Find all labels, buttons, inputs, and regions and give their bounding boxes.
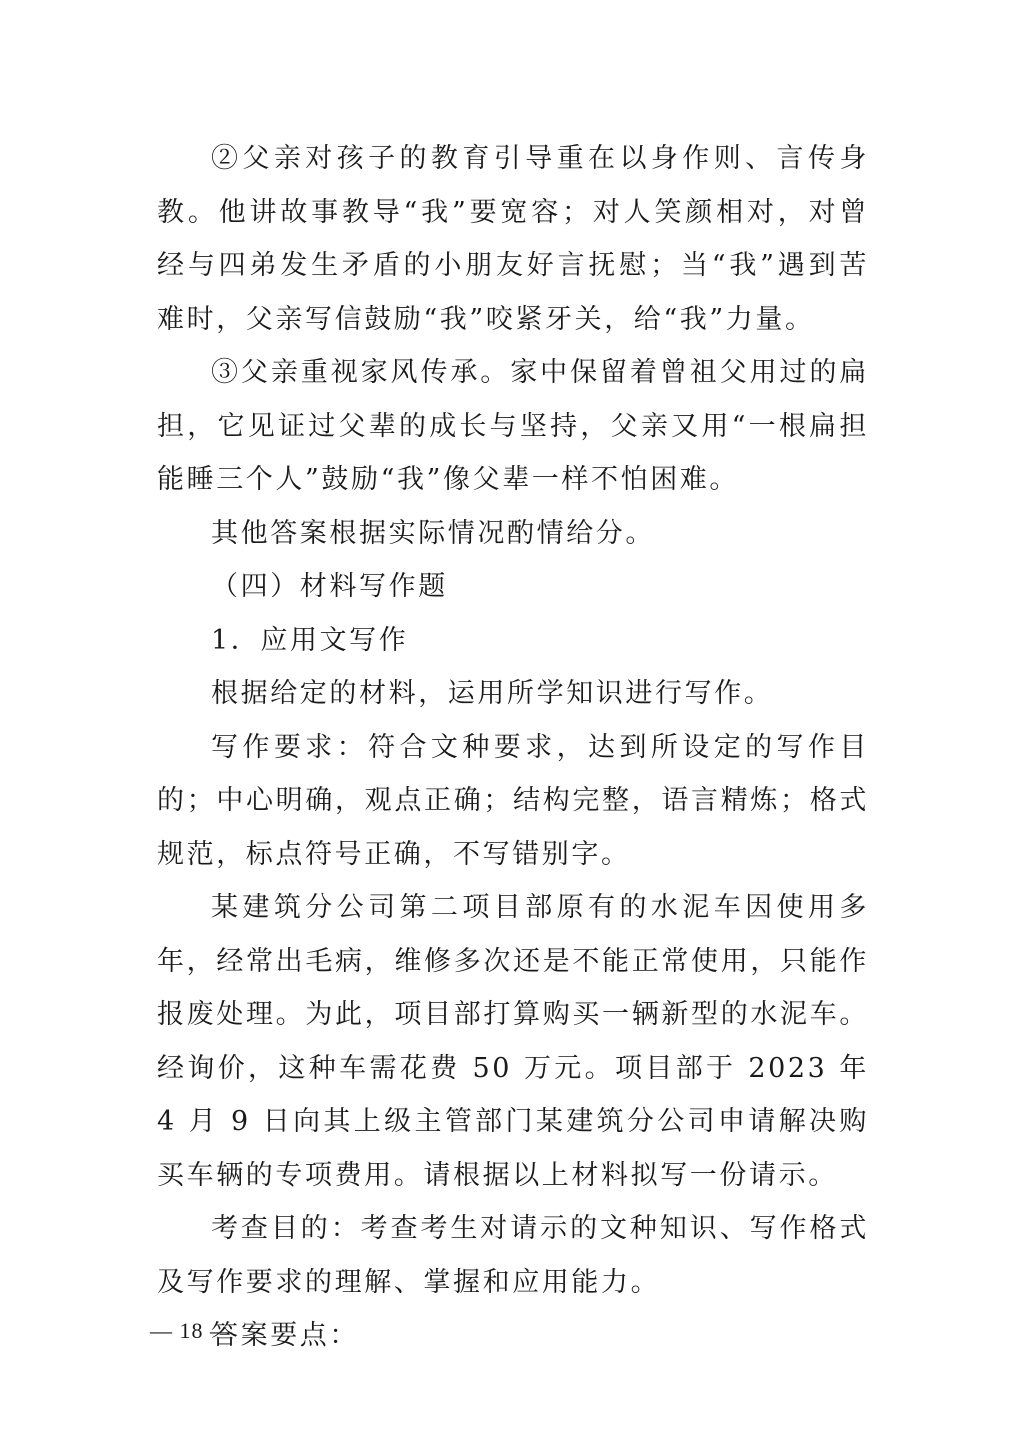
subsection-heading-applied-writing: 1．应用文写作 [211, 624, 409, 656]
page-number: — 18 — [150, 1318, 233, 1343]
paragraph-material: 某建筑分公司第二项目部原有的水泥车因使用多年，经常出毛病，维修多次还是不能正常使用，只能作报废处理。为此，项目部打算购买一辆新型的水泥车。经询价，这种车需花费 50 万元。项目部于 2023 年 4 月 9 日向其上级主管部门某建筑分公司申请解决购买车辆的专项费用。请根据以上材料拟写一份请示。 [157, 892, 881, 1191]
paragraph-answer-points: 答案要点： [211, 1320, 359, 1351]
document-body [157, 132, 881, 1363]
paragraph-father-guidance: ②父亲对孩子的教育引导重在以身作则、言传身教。他讲故事教导“我”要宽容；对人笑颜相对，对曾经与四弟发生矛盾的小朋友好言抚慰；当“我”遇到苦难时，父亲写信鼓励“我”咬紧牙关，给“我”力量。 [157, 143, 869, 335]
paragraph-instruction: 根据给定的材料，运用所学知识进行写作。 [211, 678, 774, 709]
paragraph-assessment-purpose: 考查目的：考查考生对请示的文种知识、写作格式及写作要求的理解、掌握和应用能力。 [157, 1213, 869, 1298]
paragraph-writing-requirements: 写作要求：符合文种要求，达到所设定的写作目的；中心明确，观点正确；结构完整，语言精炼；格式规范，标点符号正确，不写错别字。 [157, 731, 869, 870]
paragraph-other-answers: 其他答案根据实际情况酌情给分。 [211, 517, 655, 549]
section-heading-material-writing: （四）材料写作题 [211, 571, 448, 602]
paragraph-family-tradition: ③父亲重视家风传承。家中保留着曾祖父用过的扁担，它见证过父辈的成长与坚持，父亲又用“一根扁担能睡三个人”鼓励“我”像父辈一样不怕困难。 [157, 357, 869, 495]
